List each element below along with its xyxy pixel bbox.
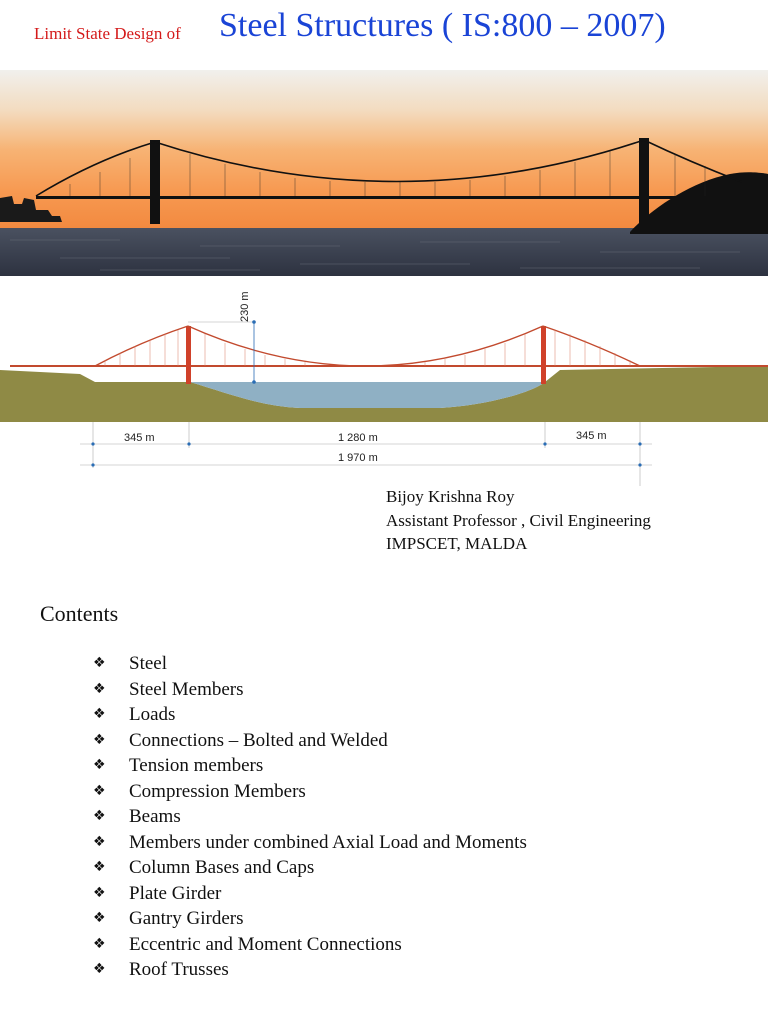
contents-item bbox=[93, 702, 527, 728]
contents-item bbox=[93, 830, 527, 856]
contents-item-label: Roof Trusses bbox=[129, 959, 229, 980]
diamond-bullet-icon: ❖ bbox=[93, 680, 106, 697]
diamond-bullet-icon: ❖ bbox=[93, 833, 106, 850]
contents-item-label: Gantry Girders bbox=[129, 908, 244, 929]
contents-item bbox=[93, 932, 527, 958]
contents-item bbox=[93, 804, 527, 830]
diamond-bullet-icon: ❖ bbox=[93, 910, 106, 926]
contents-item-label: Members under combined Axial Load and Moments bbox=[129, 831, 527, 853]
author-name: Bijoy Krishna Roy bbox=[386, 487, 515, 506]
contents-item bbox=[93, 753, 527, 779]
contents-item bbox=[93, 855, 527, 881]
side-span-left-label: 345 m bbox=[124, 432, 155, 444]
diamond-bullet-icon: ❖ bbox=[93, 782, 106, 799]
contents-item bbox=[93, 677, 527, 703]
contents-item-label: Eccentric and Moment Connections bbox=[129, 933, 402, 955]
diamond-bullet-icon: ❖ bbox=[93, 706, 106, 722]
main-span-label: 1 280 m bbox=[338, 432, 378, 444]
tower-right bbox=[541, 326, 546, 384]
bridge-elevation-diagram bbox=[0, 282, 768, 488]
tower-left bbox=[186, 326, 191, 384]
contents-item bbox=[93, 779, 527, 805]
contents-item bbox=[93, 651, 527, 677]
author-institution: IMPSCET, MALDA bbox=[386, 534, 528, 553]
diamond-bullet-icon: ❖ bbox=[93, 935, 106, 952]
diamond-bullet-icon: ❖ bbox=[93, 757, 106, 773]
bridge-sunset-photo bbox=[0, 70, 768, 276]
contents-heading: Contents bbox=[40, 601, 119, 626]
contents-item-label: Steel Members bbox=[129, 678, 244, 700]
diamond-bullet-icon: ❖ bbox=[93, 859, 106, 875]
contents-item-label: Column Bases and Caps bbox=[129, 857, 315, 878]
contents-item-label: Steel bbox=[129, 653, 167, 674]
contents-item-label: Loads bbox=[129, 704, 176, 725]
contents-item-label: Compression Members bbox=[129, 780, 306, 802]
contents-item-label: Tension members bbox=[129, 755, 264, 776]
author-position: Assistant Professor , Civil Engineering bbox=[386, 510, 651, 530]
contents-list bbox=[93, 651, 527, 983]
subtitle: Limit State Design of bbox=[34, 24, 181, 43]
diamond-bullet-icon: ❖ bbox=[93, 655, 106, 671]
side-span-right-label: 345 m bbox=[576, 430, 607, 442]
contents-item bbox=[93, 957, 527, 983]
diamond-bullet-icon: ❖ bbox=[93, 731, 106, 748]
contents-item bbox=[93, 728, 527, 754]
tower-height-label: 230 m bbox=[239, 291, 251, 322]
diamond-bullet-icon: ❖ bbox=[93, 884, 106, 901]
diamond-bullet-icon: ❖ bbox=[93, 808, 106, 824]
total-length-label: 1 970 m bbox=[338, 452, 378, 464]
author-block bbox=[386, 485, 651, 556]
contents-item bbox=[93, 881, 527, 907]
page-title: Steel Structures ( IS:800 – 2007) bbox=[219, 7, 666, 44]
contents-item-label: Connections – Bolted and Welded bbox=[129, 729, 388, 751]
title-row bbox=[0, 0, 768, 62]
diamond-bullet-icon: ❖ bbox=[93, 961, 106, 977]
contents-item-label: Beams bbox=[129, 806, 181, 827]
contents-item-label: Plate Girder bbox=[129, 882, 222, 904]
contents-item bbox=[93, 906, 527, 932]
